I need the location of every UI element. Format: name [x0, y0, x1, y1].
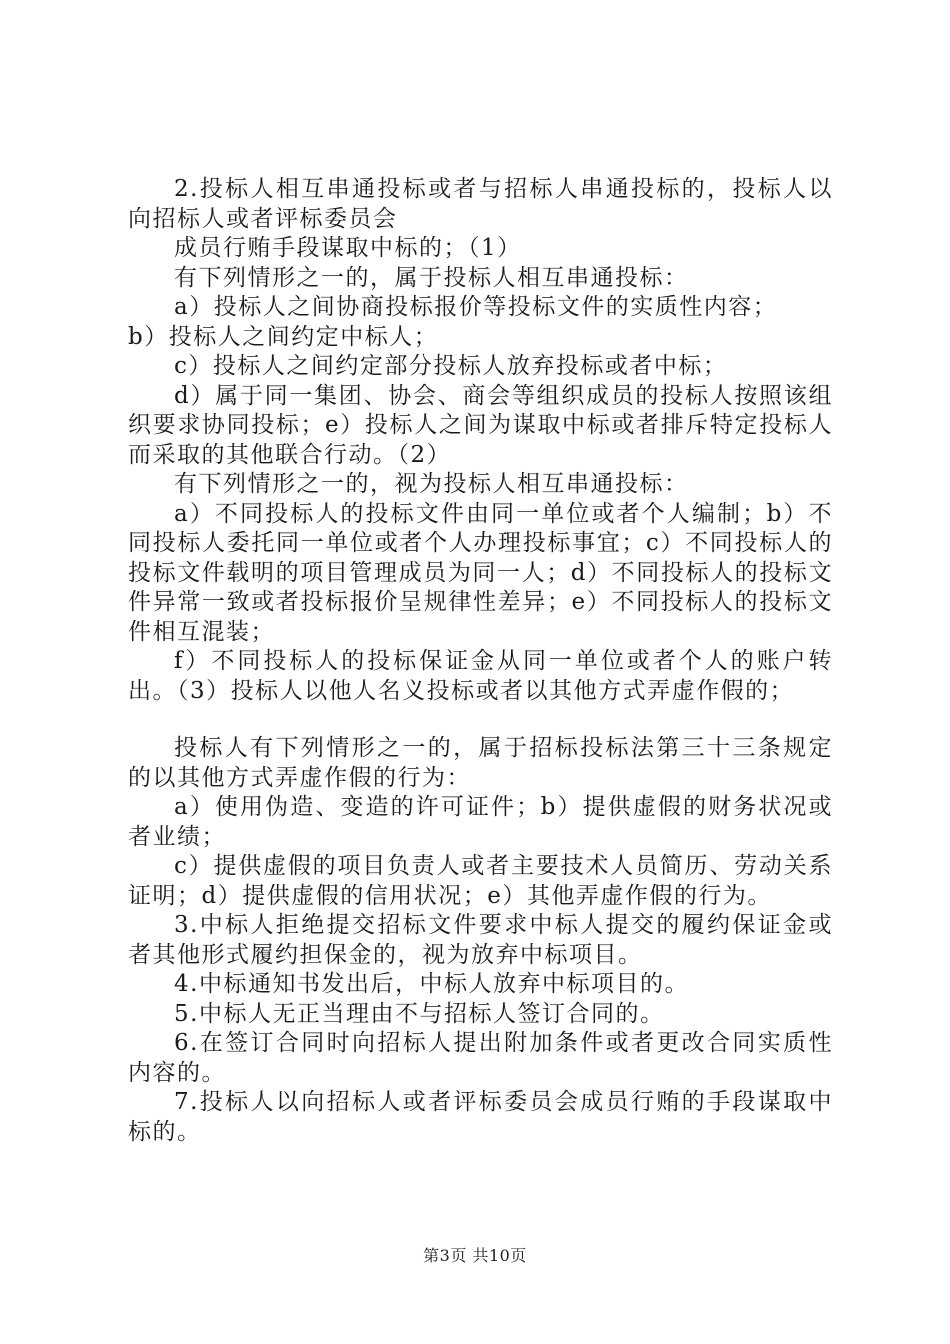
paragraph-4-abandon: 4.中标通知书发出后，中标人放弃中标项目的。: [174, 971, 689, 997]
paragraph-2-collusion: 2.投标人相互串通投标或者与招标人串通投标的，投标人以向招标人或者评标委员会: [128, 176, 833, 232]
paragraph-deemed-collusion-heading: 有下列情形之一的，视为投标人相互串通投标：: [174, 471, 689, 497]
page-footer: 第3页 共10页: [423, 1246, 527, 1265]
paragraph-fraud-a-b: a）使用伪造、变造的许可证件；b）提供虚假的财务状况或者业绩；: [128, 794, 833, 850]
paragraph-6-conditions: 6.在签订合同时向招标人提出附加条件或者更改合同实质性内容的。: [128, 1030, 833, 1086]
paragraph-case-b: b）投标人之间约定中标人；: [128, 323, 439, 350]
paragraph-fraud-heading: 投标人有下列情形之一的，属于招标投标法第三十三条规定的以其他方式弄虚作假的行为：: [128, 735, 833, 791]
paragraph-fraud-c-d-e: c）提供虚假的项目负责人或者主要技术人员简历、劳动关系证明；d）提供虚假的信用状况；e）其他弄虚作假的行为。: [128, 853, 833, 909]
paragraph-bribery-1: 成员行贿手段谋取中标的；（1）: [174, 235, 522, 261]
paragraph-case-f-and-3: f）不同投标人的投标保证金从同一单位或者个人的账户转出。（3）投标人以他人名义投标或者以其他方式弄虚作假的；: [128, 648, 833, 704]
paragraph-case-a: a）投标人之间协商投标报价等投标文件的实质性内容；: [174, 294, 778, 320]
paragraph-gap: [128, 706, 833, 734]
paragraph-3-performance-bond: 3.中标人拒绝提交招标文件要求中标人提交的履约保证金或者其他形式履约担保金的，视为放弃中标项目。: [128, 912, 833, 968]
document-body: [128, 175, 833, 1147]
paragraph-5-no-contract: 5.中标人无正当理由不与招标人签订合同的。: [174, 1000, 665, 1027]
paragraph-collusion-cases-heading: 有下列情形之一的，属于投标人相互串通投标：: [174, 264, 689, 291]
paragraph-7-bribery: 7.投标人以向招标人或者评标委员会成员行贿的手段谋取中标的。: [128, 1089, 833, 1145]
paragraph-case-d-e: d）属于同一集团、协会、商会等组织成员的投标人按照该组织要求协同投标；e）投标人之间为谋取中标或者排斥特定投标人而采取的其他联合行动。（2）: [128, 382, 833, 468]
paragraph-case-c: c）投标人之间约定部分投标人放弃投标或者中标；: [174, 353, 728, 379]
paragraph-deemed-cases: a）不同投标人的投标文件由同一单位或者个人编制；b）不同投标人委托同一单位或者个人办理投标事宜；c）不同投标人的投标文件载明的项目管理成员为同一人；d）不同投标人的投标文件异常一致或者投标报价呈规律性差异；e）不同投标人的投标文件相互混装；: [128, 500, 833, 645]
